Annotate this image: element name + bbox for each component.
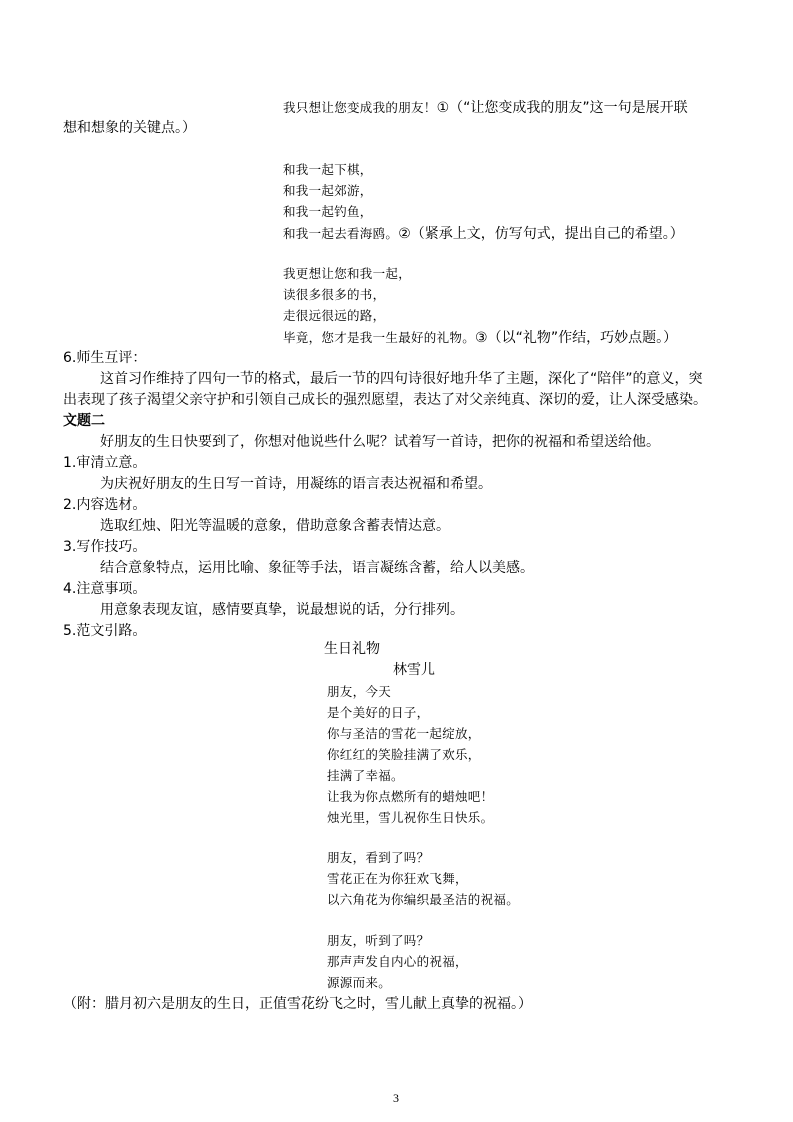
- poem1-line: 和我一起郊游，: [283, 183, 373, 198]
- poem1-line: 走很远很远的路，: [283, 308, 386, 323]
- sample-poem-line: 雪花正在为你狂欢飞舞，: [327, 871, 468, 886]
- sample-poem-line: 源源而来。: [327, 975, 392, 990]
- sample-heading: 5.范文引路。: [63, 623, 147, 639]
- comment-heading: 6.师生互评：: [63, 350, 147, 366]
- sample-poem-line: 朋友，看到了吗？: [327, 850, 430, 865]
- sample-poem-line: 是个美好的日子，: [327, 705, 430, 720]
- sample-poem-line: 以六角花为你编织最圣洁的祝福。: [327, 892, 520, 907]
- poem1-line: 和我一起下棋，: [283, 162, 373, 177]
- sample-poem-title: 生日礼物: [324, 641, 380, 657]
- topic2-heading: 文题二: [63, 413, 105, 429]
- poem1-line: 和我一起钓鱼，: [283, 204, 373, 219]
- poem1-key-line: 我只想让您变成我的朋友！: [283, 100, 437, 115]
- topic2-prompt: 好朋友的生日快要到了，你想对他说些什么呢？试着写一首诗，把你的祝福和希望送给他。: [100, 434, 660, 450]
- poem1-note-2: ②（紧承上文，仿写句式，提出自己的希望。）: [398, 226, 684, 242]
- step-title: 3.写作技巧。: [63, 539, 147, 555]
- sample-poem-line: 挂满了幸福。: [327, 768, 404, 783]
- step-body: 结合意象特点，运用比喻、象征等手法，语言凝练含蓄，给人以美感。: [100, 560, 534, 576]
- page-number: 3: [393, 1091, 399, 1105]
- sample-poem-line: 那声声发自内心的祝福，: [327, 954, 468, 969]
- step-body: 为庆祝好朋友的生日写一首诗，用凝练的语言表达祝福和希望。: [100, 476, 492, 492]
- poem1-note-1: ①（“让您变成我的朋友”这一句是展开联: [436, 100, 688, 116]
- poem1-line: 毕竟，您才是我一生最好的礼物。: [283, 330, 476, 345]
- step-title: 2.内容选材。: [63, 497, 147, 513]
- comment-text: 出表现了孩子渴望父亲守护和引领自己成长的强烈愿望，表达了对父亲纯真、深切的爱，让人深受感染。: [63, 392, 707, 408]
- sample-poem-line: 朋友，听到了吗？: [327, 933, 430, 948]
- poem1-line: 我更想让您和我一起，: [283, 266, 412, 281]
- footnote: （附：腊月初六是朋友的生日，正值雪花纷飞之时，雪儿献上真挚的祝福。）: [63, 996, 532, 1012]
- poem1-line: 和我一起去看海鸥。: [283, 226, 399, 241]
- poem1-note-1-cont: 想和想象的关键点。）: [63, 120, 196, 136]
- step-body: 选取红烛、阳光等温暖的意象，借助意象含蓄表情达意。: [100, 518, 450, 534]
- step-title: 1.审清立意。: [63, 455, 147, 471]
- sample-poem-line: 你与圣洁的雪花一起绽放，: [327, 726, 481, 741]
- sample-poem-line: 让我为你点燃所有的蜡烛吧！: [327, 789, 494, 804]
- step-body: 用意象表现友谊，感情要真挚，说最想说的话，分行排列。: [100, 602, 464, 618]
- comment-text: 这首习作维持了四句一节的格式，最后一节的四句诗很好地升华了主题，深化了“陪伴”的意义，突: [100, 371, 703, 387]
- poem1-line: 读很多很多的书，: [283, 287, 386, 302]
- poem1-note-3: ③（以“礼物”作结，巧妙点题。）: [475, 330, 678, 346]
- sample-poem-line: 你红红的笑脸挂满了欢乐，: [327, 747, 481, 762]
- step-title: 4.注意事项。: [63, 581, 147, 597]
- sample-poem-line: 烛光里，雪儿祝你生日快乐。: [327, 810, 494, 825]
- sample-poem-author: 林雪儿: [393, 662, 435, 678]
- sample-poem-line: 朋友，今天: [327, 684, 392, 699]
